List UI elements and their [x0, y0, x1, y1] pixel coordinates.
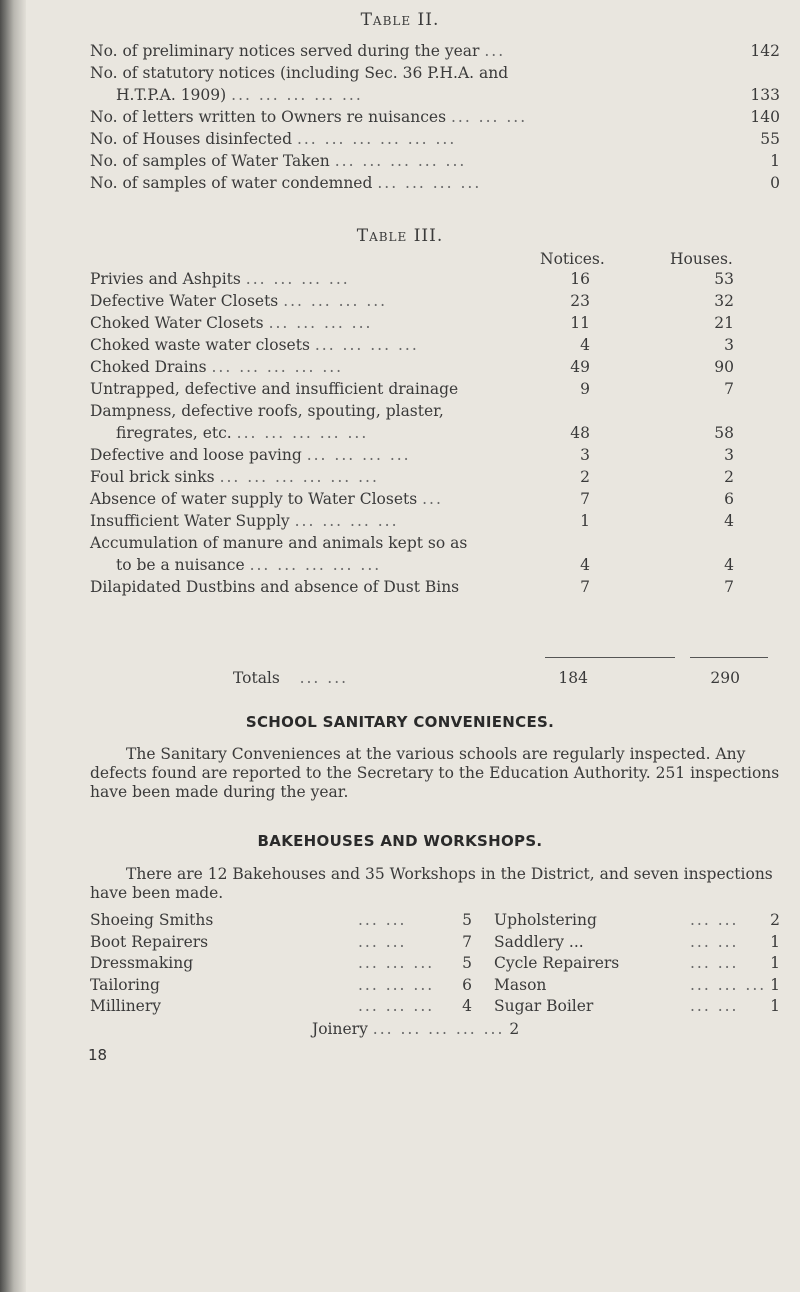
row-dots: ... ... ... ... ... [334, 152, 467, 170]
row-notices: 48 [570, 424, 590, 442]
row-value: 4 [462, 997, 472, 1015]
school-paragraph: The Sanitary Conveniences at the various schools are regularly inspected. Any defects found are reported to the Secretary to the Education Authority. 251 inspections have been made during the year. [90, 745, 780, 801]
row-dots: ... ... ... ... ... [231, 86, 363, 104]
workshop-item [494, 933, 584, 951]
row-dots: ... ... [690, 911, 739, 929]
row-value: 142 [750, 42, 780, 60]
row-dots: ... ... ... ... [314, 336, 419, 354]
bakehouses-paragraph: There are 12 Bakehouses and 35 Workshops in the District, and seven inspections have been made. [90, 865, 773, 902]
table-2-title: Table II. [360, 10, 440, 30]
table-row [90, 490, 443, 508]
row-label: firegrates, etc. [116, 424, 232, 442]
row-houses: 7 [724, 380, 734, 398]
row-label: Mason [494, 975, 547, 994]
table-row [90, 42, 505, 60]
row-dots: ... ... ... ... ... [211, 358, 344, 376]
row-label: Choked waste water closets [90, 336, 310, 354]
row-dots: ... ... ... ... [294, 512, 399, 530]
row-value: 133 [750, 86, 780, 104]
row-label: Tailoring [90, 975, 160, 994]
column-header-notices: Notices. [540, 250, 605, 268]
row-notices: 16 [570, 270, 590, 288]
totals-row [233, 669, 348, 687]
table-row [90, 292, 387, 310]
row-houses: 6 [724, 490, 734, 508]
row-label: No. of Houses disinfected [90, 130, 292, 148]
row-label: Saddlery ... [494, 932, 584, 951]
table-row [90, 468, 379, 486]
row-dots: ... ... [358, 911, 407, 929]
workshop-item [494, 997, 593, 1015]
row-label: Untrapped, defective and insufficient drainage [90, 380, 459, 398]
row-label: Dilapidated Dustbins and absence of Dust Bins [90, 578, 460, 596]
row-houses: 4 [724, 556, 734, 574]
row-dots: ... ... ... ... [268, 314, 373, 332]
table-row [90, 152, 466, 170]
workshop-item [90, 976, 160, 994]
row-dots: ... ... [690, 997, 739, 1015]
row-label: Dressmaking [90, 954, 194, 972]
row-label: No. of preliminary notices served during the year [90, 42, 480, 60]
row-label: Absence of water supply to Water Closets [90, 490, 418, 508]
table-row [90, 446, 411, 464]
row-dots: ... ... ... [358, 954, 435, 972]
row-notices: 3 [580, 446, 590, 464]
row-notices: 1 [580, 512, 590, 530]
row-houses: 21 [714, 314, 734, 332]
row-houses: 7 [724, 578, 734, 596]
table-row [116, 86, 363, 104]
row-houses: 3 [724, 336, 734, 354]
table-row [90, 402, 444, 420]
table-row [90, 130, 456, 148]
totals-notices: 184 [558, 669, 588, 687]
row-label: Shoeing Smiths [90, 911, 214, 929]
row-notices: 4 [580, 336, 590, 354]
row-label: Privies and Ashpits [90, 270, 241, 288]
table-row [90, 336, 419, 354]
table-row [90, 174, 481, 192]
bakehouses-heading: BAKEHOUSES AND WORKSHOPS. [257, 832, 543, 850]
row-label: Choked Water Closets [90, 314, 264, 332]
row-label: to be a nuisance [116, 556, 245, 574]
row-value: 5 [462, 911, 472, 929]
page-edge-shadow [0, 0, 26, 1292]
row-value: 140 [750, 108, 780, 126]
row-notices: 4 [580, 556, 590, 574]
row-label: Accumulation of manure and animals kept so as [90, 534, 468, 552]
table-row [90, 380, 458, 398]
row-dots: ... ... ... [690, 975, 767, 994]
row-houses: 2 [724, 468, 734, 486]
row-value: 0 [770, 174, 780, 192]
row-dots: ... ... ... ... [283, 292, 388, 310]
row-dots: ... ... [358, 932, 407, 951]
row-dots: ... ... ... ... [245, 270, 350, 288]
row-notices: 23 [570, 292, 590, 310]
row-dots: ... ... [690, 954, 739, 972]
row-notices: 11 [570, 314, 590, 332]
workshop-item-joinery [312, 1020, 519, 1038]
row-dots: ... [422, 490, 443, 508]
row-notices: 7 [580, 578, 590, 596]
row-dots: ... ... [690, 932, 739, 951]
row-value: 1 [770, 954, 780, 972]
row-notices: 9 [580, 380, 590, 398]
row-value: 1 [770, 152, 780, 170]
table-row [90, 534, 467, 552]
totals-rule-houses [690, 657, 768, 658]
table-row [90, 358, 343, 376]
row-value: 1 [770, 975, 780, 994]
workshop-item [494, 976, 546, 994]
workshop-item [90, 911, 213, 929]
row-dots: ... [484, 42, 506, 60]
table-row [116, 424, 368, 442]
row-dots: ... ... ... ... [377, 174, 482, 192]
totals-rule-notices [545, 657, 675, 658]
row-dots: ... ... ... ... ... [236, 424, 369, 442]
row-dots: ... ... ... [358, 997, 435, 1015]
row-dots: ... ... ... ... ... ... [296, 130, 457, 148]
workshop-item [494, 911, 597, 929]
table-row [90, 314, 372, 332]
row-label: Defective and loose paving [90, 446, 302, 464]
row-dots: ... ... ... ... ... ... [219, 468, 379, 486]
row-label: Millinery [90, 997, 162, 1015]
row-label: Upholstering [494, 911, 597, 929]
row-dots: ... ... ... ... ... [372, 1020, 505, 1038]
row-label: Cycle Repairers [494, 954, 620, 972]
row-houses: 3 [724, 446, 734, 464]
row-label: No. of letters written to Owners re nuisances [90, 108, 447, 126]
table-row [90, 108, 527, 126]
row-houses: 90 [714, 358, 734, 376]
row-notices: 2 [580, 468, 590, 486]
workshop-item [90, 933, 208, 951]
row-value: 1 [770, 932, 780, 951]
row-value: 6 [462, 975, 472, 994]
row-value: 7 [462, 932, 472, 951]
row-label: Boot Repairers [90, 932, 209, 951]
row-label: Sugar Boiler [494, 997, 594, 1015]
table-row [116, 556, 381, 574]
row-label: H.T.P.A. 1909) [116, 86, 227, 104]
row-label: No. of statutory notices (including Sec. 36 P.H.A. and [90, 64, 509, 82]
school-heading: SCHOOL SANITARY CONVENIENCES. [245, 713, 555, 731]
row-notices: 7 [580, 490, 590, 508]
row-label: Defective Water Closets [90, 292, 279, 310]
row-houses: 53 [714, 270, 734, 288]
row-value: 55 [760, 130, 780, 148]
workshop-item [90, 954, 193, 972]
table-row [90, 512, 399, 530]
row-dots: ... ... ... [450, 108, 528, 126]
totals-label: Totals [233, 669, 280, 687]
row-label: No. of samples of Water Taken [90, 152, 330, 170]
row-houses: 32 [714, 292, 734, 310]
column-header-houses: Houses. [670, 250, 733, 268]
row-label: Joinery [312, 1020, 368, 1038]
page-number: 18 [88, 1046, 108, 1064]
row-label: Choked Drains [90, 358, 207, 376]
row-houses: 58 [714, 424, 734, 442]
workshop-item [90, 997, 161, 1015]
table-row [90, 578, 459, 596]
row-dots: ... ... ... ... [306, 446, 411, 464]
row-value: 2 [509, 1020, 520, 1038]
row-label: Dampness, defective roofs, spouting, plaster, [90, 402, 444, 420]
row-value: 1 [770, 997, 780, 1015]
workshop-item [494, 954, 619, 972]
row-label: No. of samples of water condemned [90, 174, 373, 192]
row-label: Insufficient Water Supply [90, 512, 290, 530]
table-row [90, 64, 508, 82]
row-value: 5 [462, 954, 472, 972]
totals-dots: ... ... [299, 669, 349, 687]
row-label: Foul brick sinks [90, 468, 215, 486]
table-row [90, 270, 350, 288]
table-3-title: Table III. [356, 226, 444, 246]
row-dots: ... ... ... [358, 975, 435, 994]
row-notices: 49 [570, 358, 590, 376]
row-value: 2 [770, 911, 780, 929]
totals-houses: 290 [710, 669, 740, 687]
row-dots: ... ... ... ... ... [249, 556, 382, 574]
row-houses: 4 [724, 512, 734, 530]
